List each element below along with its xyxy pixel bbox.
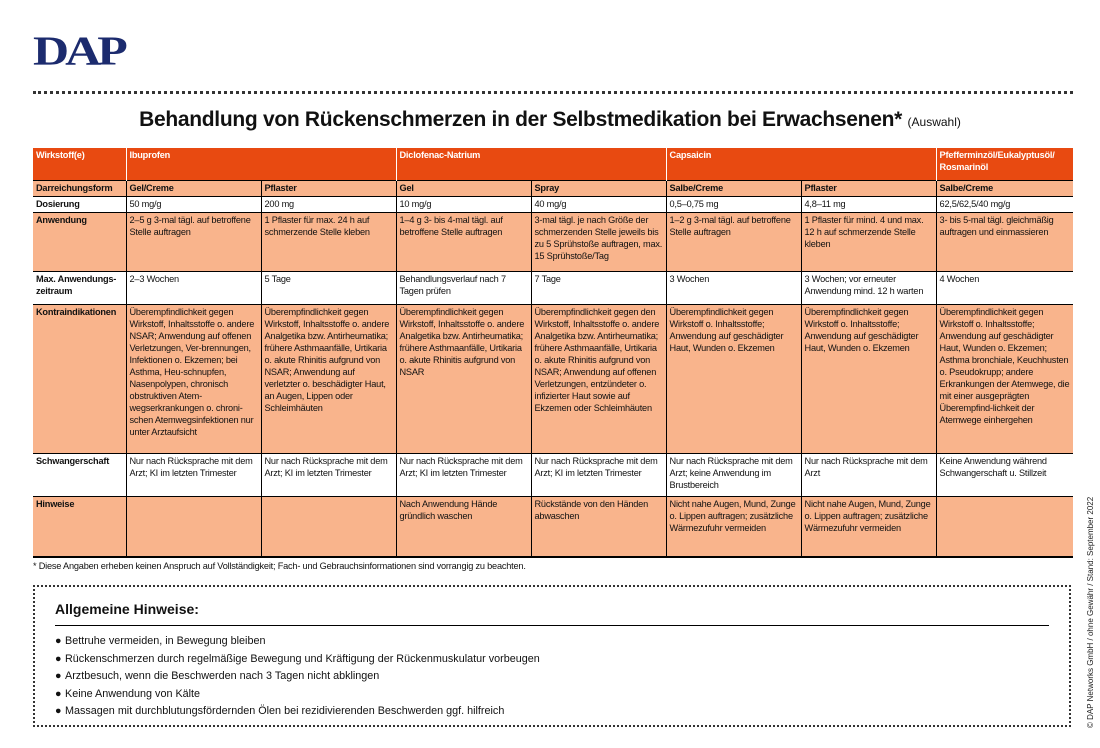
table-cell: 2–5 g 3-mal tägl. auf betroffene Stelle auftragen	[126, 213, 261, 272]
table-cell	[261, 497, 396, 558]
table-cell: 0,5–0,75 mg	[666, 197, 801, 213]
title-text: Behandlung von Rückenschmerzen in der Selbstmedikation bei Erwachsenen*	[139, 108, 902, 131]
table-cell: Nach Anwendung Hände gründlich waschen	[396, 497, 531, 558]
table-cell: Überempfindlichkeit gegen Wirkstoff, Inhaltsstoffe o. andere Analgetika bzw. Antirheumatika; frühere Asthmaanfälle, Urtikaria o. akute Rhinitis aufgrund von NSAR; Anwendung auf verletzter o. beschädigter Haut, an Augen, Lippen oder Schleimhäuten	[261, 305, 396, 454]
table-cell: 1 Pflaster für mind. 4 und max. 12 h auf schmerzende Stelle kleben	[801, 213, 936, 272]
row-label: Darreichungsform	[33, 181, 126, 197]
table-cell: Keine Anwendung während Schwangerschaft u. Stillzeit	[936, 454, 1073, 497]
table-cell: Spray	[531, 181, 666, 197]
footnote: * Diese Angaben erheben keinen Anspruch auf Vollständigkeit; Fach- und Gebrauchsinformationen sind vorrangig zu beachten.	[33, 561, 526, 571]
table-cell: Pflaster	[261, 181, 396, 197]
table-cell: 3-mal tägl. je nach Größe der schmerzenden Stelle jeweils bis zu 5 Sprühstoße auftragen, max. 15 Sprühstoße/Tag	[531, 213, 666, 272]
row-label: Hinweise	[33, 497, 126, 558]
copyright-note: © DAP Networks GmbH / ohne Gewähr / Stand: September 2022	[1086, 496, 1095, 728]
bullet-icon: ●	[55, 705, 62, 717]
dap-logo: DAP	[33, 27, 124, 74]
table-cell: Rückstände von den Händen abwaschen	[531, 497, 666, 558]
row-label: Anwendung	[33, 213, 126, 272]
table-cell: 1–4 g 3- bis 4-mal tägl. auf betroffene Stelle auftragen	[396, 213, 531, 272]
list-item: ● Massagen mit durchblutungsfördernden Ölen bei rezidivierenden Beschwerden ggf. hilfreich	[55, 703, 540, 721]
top-divider	[33, 91, 1073, 94]
table-cell: Überempfindlichkeit gegen Wirkstoff o. Inhaltsstoffe; Anwendung auf geschädigter Haut, Wunden o. Ekzemen	[801, 305, 936, 454]
row-label: Schwangerschaft	[33, 454, 126, 497]
table-cell: Nur nach Rücksprache mit dem Arzt; keine Anwendung im Brustbereich	[666, 454, 801, 497]
general-notes-box	[33, 585, 1071, 727]
table-cell: Gel	[396, 181, 531, 197]
table-cell: 1 Pflaster für max. 24 h auf schmerzende Stelle kleben	[261, 213, 396, 272]
table-cell: Behandlungsverlauf nach 7 Tagen prüfen	[396, 272, 531, 305]
table-cell: Salbe/Creme	[666, 181, 801, 197]
table-cell: 3 Wochen	[666, 272, 801, 305]
row-label: Kontraindikationen	[33, 305, 126, 454]
row-label: Max. Anwendungs-zeitraum	[33, 272, 126, 305]
row-label: Dosierung	[33, 197, 126, 213]
bullet-icon: ●	[55, 670, 62, 682]
general-notes-list	[55, 633, 540, 721]
table-cell: 7 Tage	[531, 272, 666, 305]
header-label: Wirkstoff(e)	[33, 148, 126, 181]
table-cell: 4,8–11 mg	[801, 197, 936, 213]
row-dosierung	[33, 197, 1073, 213]
bullet-icon: ●	[55, 652, 62, 665]
table-cell: 4 Wochen	[936, 272, 1073, 305]
page-title	[0, 108, 1100, 132]
row-schwangerschaft	[33, 454, 1073, 497]
general-notes-divider	[55, 625, 1049, 626]
table-cell: 40 mg/g	[531, 197, 666, 213]
table-cell: 10 mg/g	[396, 197, 531, 213]
list-item: ● Keine Anwendung von Kälte	[55, 686, 540, 704]
table-cell: 200 mg	[261, 197, 396, 213]
header-ibuprofen: Ibuprofen	[126, 148, 396, 181]
header-oel: Pfefferminzöl/Eukalyptusöl/ Rosmarinöl	[936, 148, 1073, 181]
table-cell: Gel/Creme	[126, 181, 261, 197]
bullet-icon: ●	[55, 635, 62, 647]
list-item: ● Arztbesuch, wenn die Beschwerden nach 3 Tagen nicht abklingen	[55, 668, 540, 686]
medication-table	[33, 148, 1073, 558]
title-suffix: (Auswahl)	[907, 115, 961, 129]
table-cell: Nicht nahe Augen, Mund, Zunge o. Lippen auftragen; zusätzliche Wärmezufuhr vermeiden	[801, 497, 936, 558]
table-cell: Überempfindlichkeit gegen Wirkstoff, Inhaltsstoffe o. andere NSAR; Anwendung auf offenen Verletzungen, Ver-brennungen, Infektionen o. Ekzemen; bei Asthma, Heu-schnupfen, Nasenpolypen, chronisch obstruktiven Atem-wegserkrankungen o. chroni-schen Atemwegsinfektionen nur unter Arztaufsicht	[126, 305, 261, 454]
table-cell: 50 mg/g	[126, 197, 261, 213]
table-cell	[936, 497, 1073, 558]
table-cell: 5 Tage	[261, 272, 396, 305]
bullet-icon: ●	[55, 687, 62, 700]
row-darreichungsform	[33, 181, 1073, 197]
table-cell: Überempfindlichkeit gegen Wirkstoff o. Inhaltsstoffe; Anwendung auf geschädigter Haut, Wunden o. Ekzemen; Asthma bronchiale, Keuchhusten o. Pseudokrupp; andere Erkrankungen der Atemwege, die mit einer ausgeprägten Überempfind-lichkeit der Atemwege einhergehen	[936, 305, 1073, 454]
row-anwendung	[33, 213, 1073, 272]
table-cell: Nur nach Rücksprache mit dem Arzt; KI im letzten Trimester	[261, 454, 396, 497]
row-hinweise	[33, 497, 1073, 558]
header-capsaicin: Capsaicin	[666, 148, 936, 181]
table-cell: Nur nach Rücksprache mit dem Arzt	[801, 454, 936, 497]
table-cell: 62,5/62,5/40 mg/g	[936, 197, 1073, 213]
table-cell: Überempfindlichkeit gegen den Wirkstoff, Inhaltsstoffe o. andere Analgetika bzw. Antirheumatika; frühere Asthmaanfälle, Urtikaria o. akute Rhinitis aufgrund von NSAR; Anwendung auf offenen Verletzungen, entzündeter o. infizierter Haut sowie auf Ekzemen oder Schleimhäuten	[531, 305, 666, 454]
table-cell: Pflaster	[801, 181, 936, 197]
table-cell: Nicht nahe Augen, Mund, Zunge o. Lippen auftragen; zusätzliche Wärmezufuhr vermeiden	[666, 497, 801, 558]
table-cell: 3 Wochen; vor erneuter Anwendung mind. 12 h warten	[801, 272, 936, 305]
table-cell: 3- bis 5-mal tägl. gleichmäßig auftragen und einmassieren	[936, 213, 1073, 272]
list-item: ● Bettruhe vermeiden, in Bewegung bleiben	[55, 633, 540, 651]
row-kontraindikationen	[33, 305, 1073, 454]
header-diclofenac: Diclofenac-Natrium	[396, 148, 666, 181]
table-cell: Überempfindlichkeit gegen Wirkstoff o. Inhaltsstoffe; Anwendung auf geschädigter Haut, Wunden o. Ekzemen	[666, 305, 801, 454]
general-notes-title: Allgemeine Hinweise:	[55, 601, 199, 617]
header-row	[33, 148, 1073, 181]
table-cell: Salbe/Creme	[936, 181, 1073, 197]
table-cell	[126, 497, 261, 558]
row-max-zeitraum	[33, 272, 1073, 305]
table-cell: Nur nach Rücksprache mit dem Arzt; KI im letzten Trimester	[126, 454, 261, 497]
table-cell: Nur nach Rücksprache mit dem Arzt; KI im letzten Trimester	[396, 454, 531, 497]
table-cell: Überempfindlichkeit gegen Wirkstoff, Inhaltsstoffe o. andere Analgetika bzw. Antirheumatika; frühere Asthmaanfälle, Urtikaria o. akute Rhinitis aufgrund von NSAR	[396, 305, 531, 454]
list-item: ● Rückenschmerzen durch regelmäßige Bewegung und Kräftigung der Rückenmuskulatur vorbeugen	[55, 651, 540, 669]
table-cell: 2–3 Wochen	[126, 272, 261, 305]
table-cell: Nur nach Rücksprache mit dem Arzt; KI im letzten Trimester	[531, 454, 666, 497]
table-cell: 1–2 g 3-mal tägl. auf betroffene Stelle auftragen	[666, 213, 801, 272]
